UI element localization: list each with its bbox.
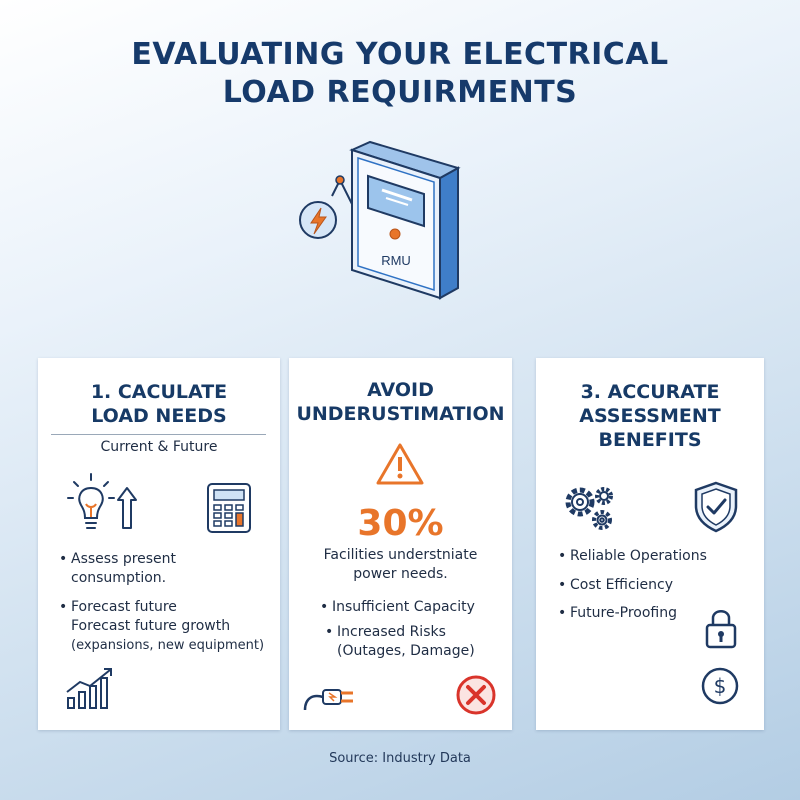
card-calculate-load <box>38 358 280 730</box>
source-caption: Source: Industry Data <box>329 751 471 766</box>
card-avoid-underestimation <box>289 358 512 730</box>
up-arrow-icon <box>116 486 138 530</box>
growth-chart-icon <box>64 666 116 710</box>
gears-icon <box>560 482 618 534</box>
card-accurate-assessment <box>536 358 764 730</box>
card2-bullet-2: • Increased Risks (Outages, Damage) <box>325 624 475 659</box>
card2-title-line-2: UNDERUSTIMATION <box>296 403 505 425</box>
stat-value: 30% <box>357 503 444 544</box>
title-line-1: EVALUATING YOUR ELECTRICAL <box>131 37 669 72</box>
calculator-icon <box>206 482 252 534</box>
card1-bullet-1: • Assess present consumption. <box>59 551 177 586</box>
card3-bullet-3: • Future-Proofing <box>558 605 677 621</box>
card2-title-line-1: AVOID <box>367 379 434 401</box>
card3-bullet-1: • Reliable Operations <box>558 548 707 564</box>
card3-title-line-2: ASSESSMENT <box>579 405 721 427</box>
card1-title-line-1: 1. CACULATE <box>90 381 228 403</box>
shield-check-icon <box>692 480 740 534</box>
card1-subtitle: Current & Future <box>100 439 218 455</box>
card1-bullet-2: • Forecast future Forecast future growth (expansions, new equipment) <box>59 599 265 653</box>
card2-title <box>289 378 512 426</box>
cancel-circle-icon <box>455 674 497 716</box>
stat-description: Facilities understniate power needs. <box>323 547 478 582</box>
power-plug-icon <box>303 680 359 714</box>
card3-title-line-3: BENEFITS <box>598 429 702 451</box>
rmu-label: RMU <box>381 253 411 268</box>
card2-bullet-1: • Insufficient Capacity <box>320 599 475 615</box>
dollar-coin-icon <box>700 666 740 706</box>
card3-title <box>536 380 764 452</box>
card1-title-line-2: LOAD NEEDS <box>91 405 227 427</box>
card1-title <box>38 380 280 428</box>
padlock-icon <box>704 606 738 650</box>
page-title <box>0 36 800 112</box>
warning-triangle-icon <box>375 442 425 486</box>
card1-divider <box>51 434 266 435</box>
title-line-2: LOAD REQUIRMENTS <box>222 75 578 110</box>
svg-text:$: $ <box>713 674 727 698</box>
card3-bullet-2: • Cost Efficiency <box>558 577 674 593</box>
lightbulb-icon <box>64 472 118 532</box>
card3-title-line-1: 3. ACCURATE <box>580 381 720 403</box>
rmu-cabinet-icon <box>290 138 480 308</box>
